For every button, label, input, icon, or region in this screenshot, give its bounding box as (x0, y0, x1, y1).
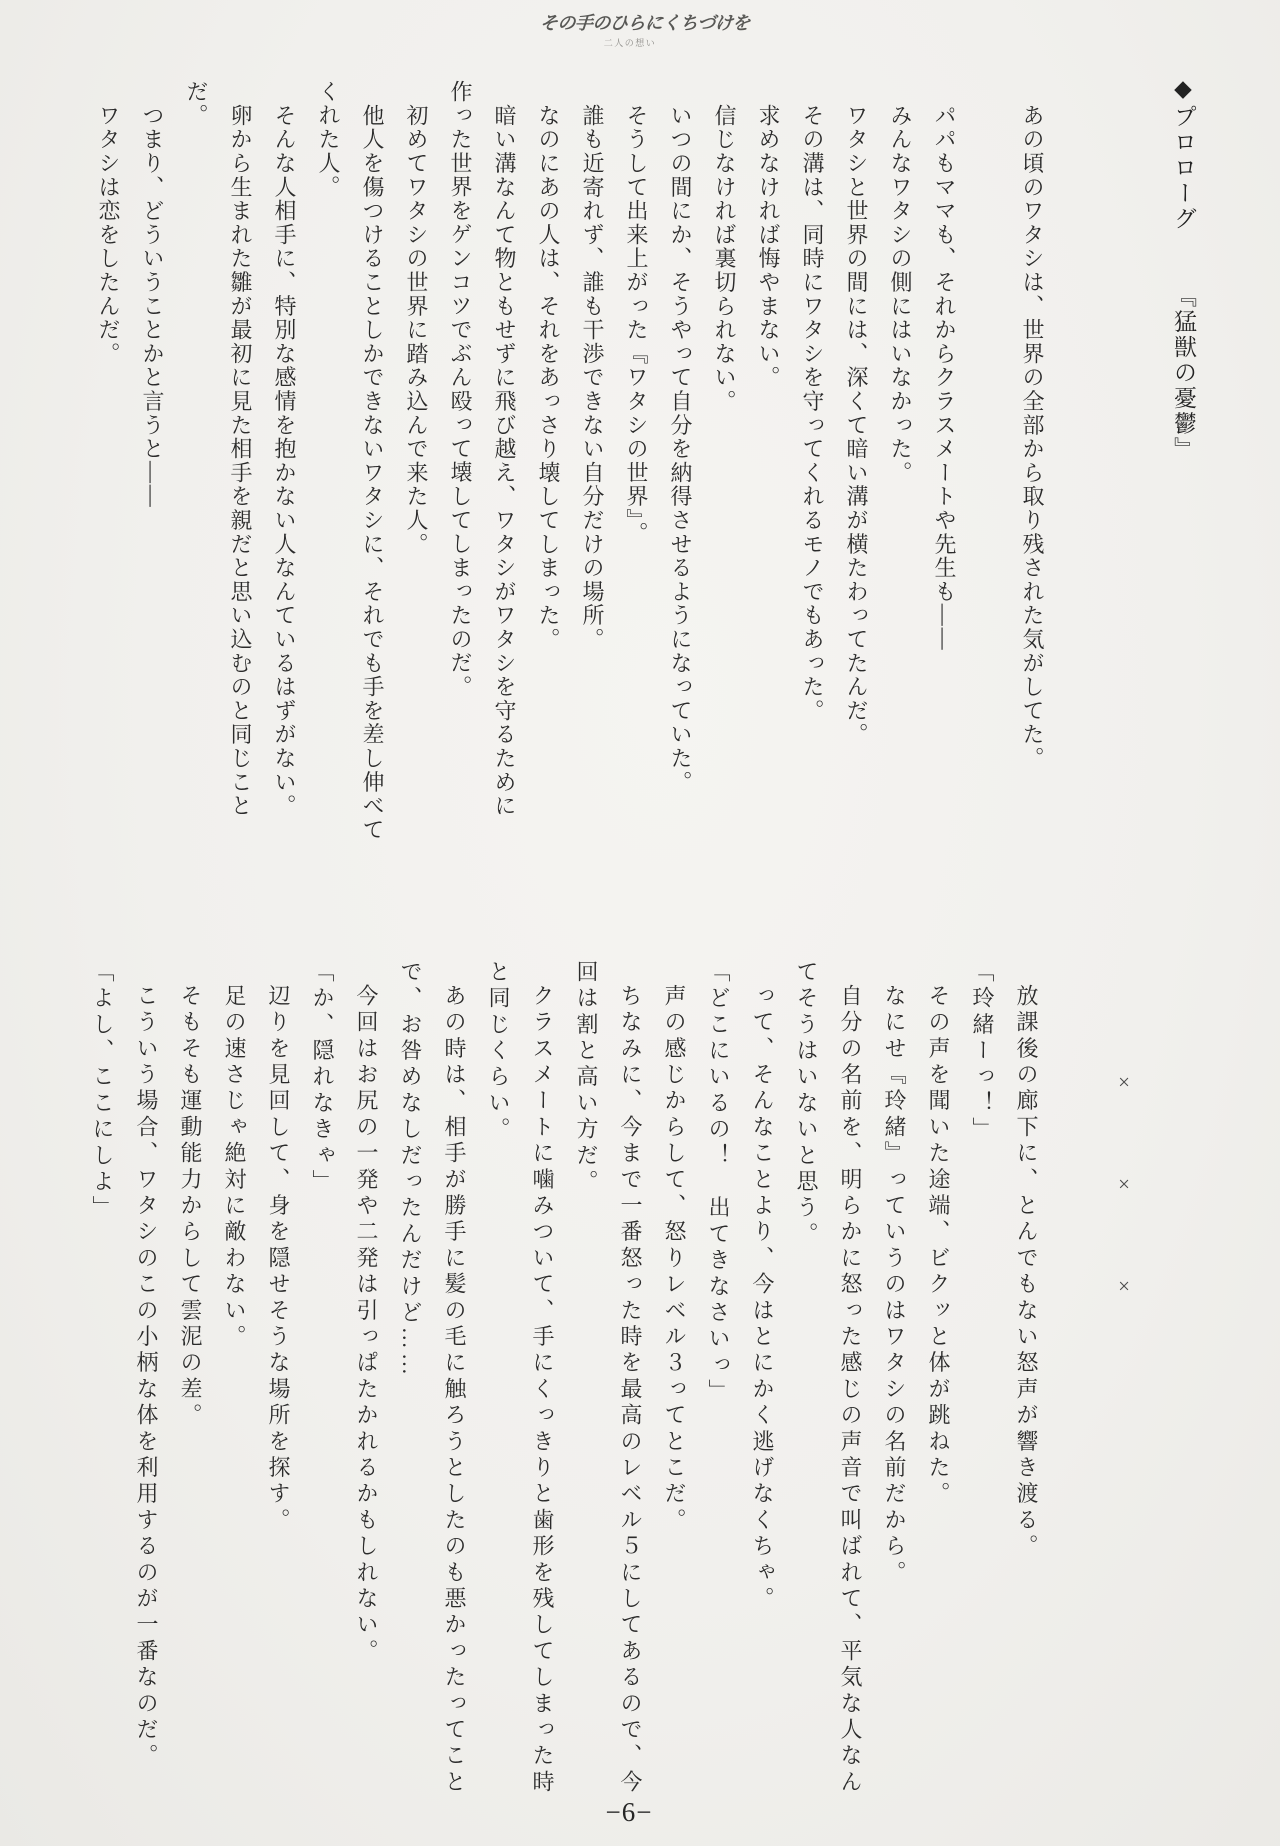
series-logo-subtitle: 二人の想い (603, 38, 657, 48)
text-line: パパもママも、それからクラスメートや先生も―― (932, 104, 957, 652)
text-line: くれた人。 (316, 80, 341, 199)
text-line: ワタシと世界の間には、深くて暗い溝が横たわってたんだ。 (844, 104, 869, 747)
text-line: その溝は、同時にワタシを守ってくれるモノでもあった。 (800, 104, 825, 723)
text-line: 求めなければ悔やまない。 (756, 104, 781, 390)
scene-break-separator: ××× (1112, 1070, 1136, 1376)
text-line: クラスメートに噛みついて、手にくっきりと歯形を残してしまった時 (530, 984, 555, 1797)
text-line: 暗い溝なんて物ともせずに飛び越え、ワタシがワタシを守るために (492, 104, 517, 818)
text-line: で、お咎めなしだったんだけど…… (398, 960, 423, 1380)
text-line: つまり、どういうことかと言うと―― (140, 104, 165, 509)
text-line: 足の速さじゃ絶対に敵わない。 (222, 984, 247, 1351)
scene-text-block (80, 960, 1048, 1797)
text-line: 作った世界をゲンコツでぶん殴って壊してしまったのだ。 (448, 80, 473, 699)
text-line: 初めてワタシの世界に踏み込んで来た人。 (404, 104, 429, 557)
text-line: 「よし、ここにしよ」 (90, 960, 115, 1222)
text-line: 放課後の廊下に、とんでもない怒声が響き渡る。 (1014, 984, 1039, 1561)
text-line: いつの間にか、そうやって自分を納得させるようになっていた。 (668, 104, 693, 795)
text-line: 「玲緒ーっ！」 (970, 960, 995, 1144)
text-line: って、そんなことより、今はとにかく逃げなくちゃ。 (750, 984, 775, 1613)
series-logo: その手のひらにくちづけを (539, 13, 751, 33)
text-line: 回は割と高い方だ。 (574, 960, 599, 1196)
text-line: 辺りを見回して、身を隠せそうな場所を探す。 (266, 984, 291, 1535)
text-line: あの頃のワタシは、世界の全部から取り残された気がしてた。 (1020, 104, 1045, 771)
text-line: 「どこにいるの！ 出てきなさいっ」 (706, 960, 731, 1406)
text-line: 自分の名前を、明らかに怒った感じの声音で叫ばれて、平気な人なん (838, 984, 863, 1797)
text-line: 声の感じからして、怒りレベル３ってとこだ。 (662, 984, 687, 1535)
text-line: その声を聞いた途端、ビクッと体が跳ねた。 (926, 984, 951, 1508)
prologue-text-block (86, 80, 1054, 842)
page-header (539, 9, 751, 49)
text-line: てそうはいないと思う。 (794, 960, 819, 1249)
text-line: と同じくらい。 (486, 960, 511, 1144)
chapter-heading (1167, 76, 1200, 463)
text-line: ワタシは恋をしたんだ。 (96, 104, 121, 366)
chapter-heading-prologue: ◆プロローグ (1171, 76, 1196, 232)
text-line: なにせ『玲緒』っていうのはワタシの名前だから。 (882, 984, 907, 1587)
text-line: こういう場合、ワタシのこの小柄な体を利用するのが一番なのだ。 (134, 984, 159, 1770)
text-line: 他人を傷つけることしかできないワタシに、それでも手を差し伸べて (360, 104, 385, 842)
text-line: 信じなければ裏切られない。 (712, 104, 737, 414)
text-line: 誰も近寄れず、誰も干渉できない自分だけの場所。 (580, 104, 605, 652)
text-line: 今回はお尻の一発や二発は引っぱたかれるかもしれない。 (354, 984, 379, 1666)
text-line: 卵から生まれた雛が最初に見た相手を親だと思い込むのと同じこと (228, 104, 253, 818)
chapter-heading-title: 『猛獣の憂鬱』 (1171, 284, 1196, 463)
text-line: そんな人相手に、特別な感情を抱かない人なんているはずがない。 (272, 104, 297, 818)
text-line: なのにあの人は、それをあっさり壊してしまった。 (536, 104, 561, 652)
text-line: みんなワタシの側にはいなかった。 (888, 104, 913, 485)
text-line: あの時は、相手が勝手に髪の毛に触ろうとしたのも悪かったってこと (442, 984, 467, 1797)
text-line: そもそも運動能力からして雲泥の差。 (178, 984, 203, 1430)
text-line: 「か、隠れなきゃ」 (310, 960, 335, 1196)
text-line: そうして出来上がった『ワタシの世界』。 (624, 104, 649, 546)
text-line: だ。 (184, 80, 209, 128)
page-number: −6− (605, 1797, 653, 1827)
text-line: ちなみに、今まで一番怒った時を最高のレベル５にしてあるので、今 (618, 984, 643, 1797)
